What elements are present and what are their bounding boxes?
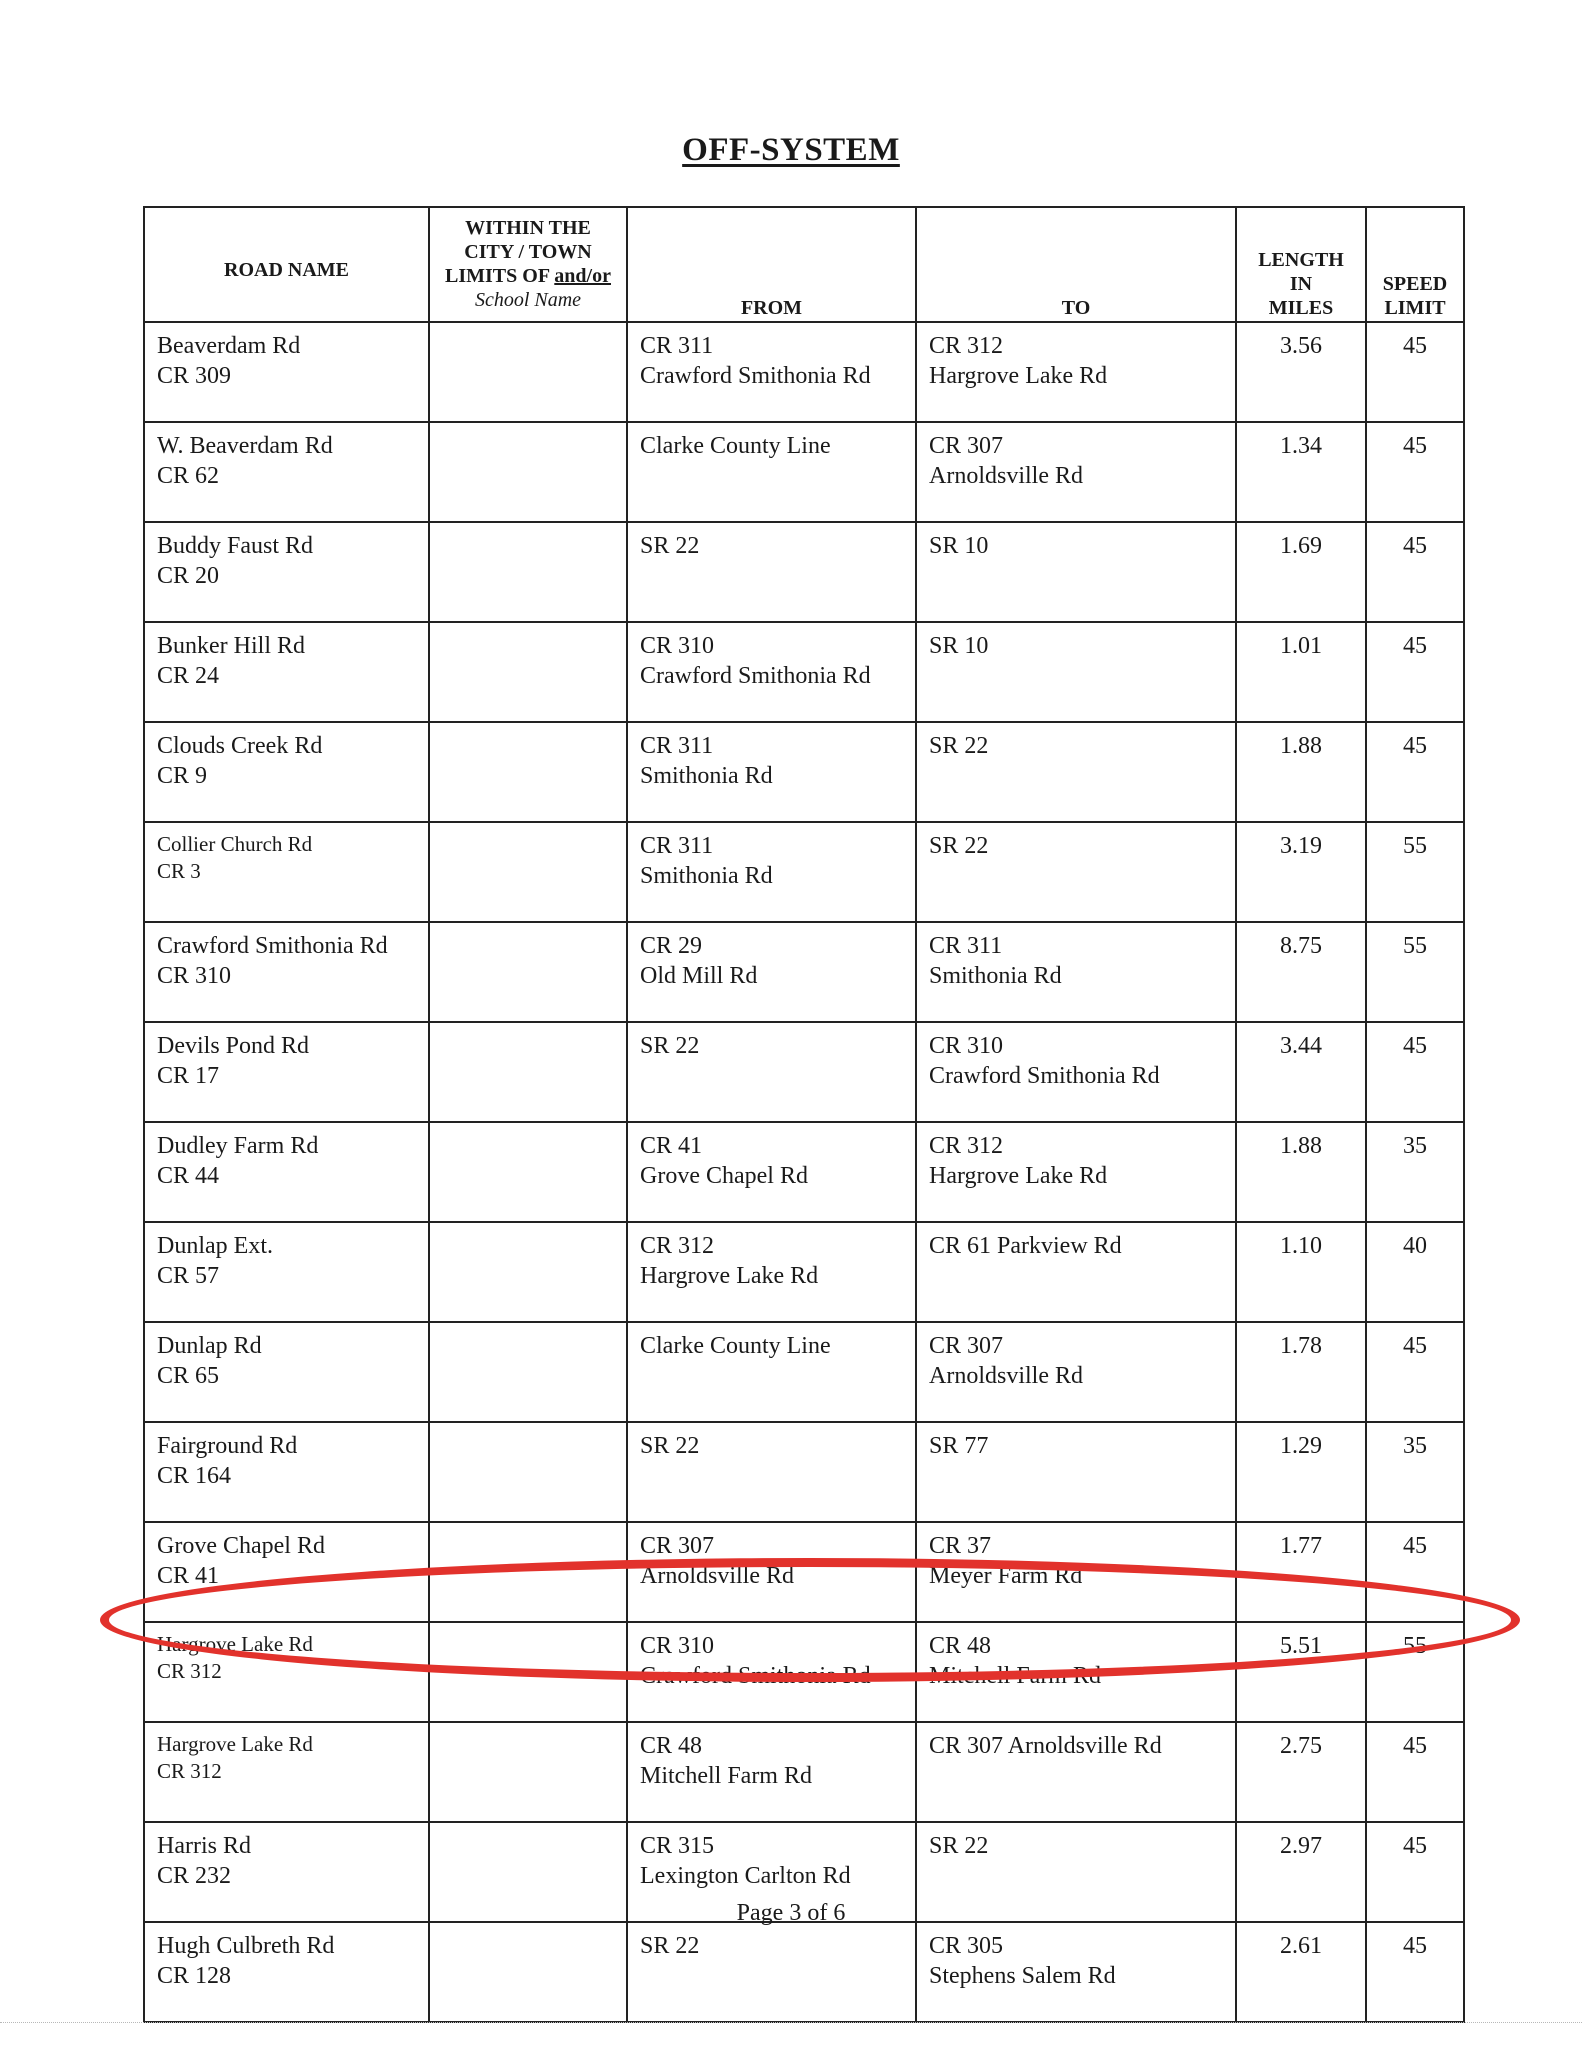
cell-length: 1.88	[1236, 1122, 1366, 1222]
road-number: CR 310	[157, 963, 232, 989]
road-name: Devils Pond Rd	[157, 1033, 310, 1059]
cell-to	[916, 622, 1236, 722]
from-route: Clarke County Line	[640, 1333, 831, 1359]
cell-within	[429, 1722, 627, 1822]
table-row	[144, 322, 1464, 422]
from-name: Mitchell Farm Rd	[640, 1763, 812, 1789]
cell-length: 3.19	[1236, 822, 1366, 922]
to-route: CR 312	[929, 333, 1004, 359]
header-speed-line: LIMIT	[1384, 297, 1446, 319]
from-route: CR 312	[640, 1233, 715, 1259]
to-route: SR 22	[929, 833, 989, 859]
header-within-underlined: and/or	[554, 265, 611, 287]
cell-from	[627, 1722, 916, 1822]
cell-to	[916, 1622, 1236, 1722]
cell-speed: 45	[1366, 322, 1464, 422]
header-length-line: LENGTH	[1258, 249, 1344, 271]
cell-to	[916, 1322, 1236, 1422]
road-name: Hugh Culbreth Rd	[157, 1933, 335, 1959]
cell-length: 2.97	[1236, 1822, 1366, 1922]
road-number: CR 65	[157, 1363, 220, 1389]
to-route: CR 307	[929, 433, 1004, 459]
to-route: SR 22	[929, 1833, 989, 1859]
road-name: Collier Church Rd	[157, 832, 313, 856]
to-name: Mitchell Farm Rd	[929, 1663, 1101, 1689]
cell-within	[429, 1422, 627, 1522]
header-to-label: TO	[1061, 297, 1091, 319]
cell-within	[429, 722, 627, 822]
cell-speed: 40	[1366, 1222, 1464, 1322]
header-length	[1236, 207, 1366, 322]
header-length-line: IN	[1289, 273, 1313, 295]
table-row	[144, 1222, 1464, 1322]
cell-road-name	[144, 422, 429, 522]
cell-speed: 45	[1366, 1322, 1464, 1422]
cell-within	[429, 622, 627, 722]
cell-from	[627, 622, 916, 722]
off-system-roads-table	[143, 206, 1465, 2023]
road-name: Fairground Rd	[157, 1433, 298, 1459]
road-number: CR 309	[157, 363, 232, 389]
cell-within	[429, 1222, 627, 1322]
to-route: SR 22	[929, 733, 989, 759]
header-speed-line: SPEED	[1382, 273, 1448, 295]
cell-speed: 35	[1366, 1422, 1464, 1522]
from-name: Crawford Smithonia Rd	[640, 1663, 871, 1689]
cell-to	[916, 1122, 1236, 1222]
from-name: Grove Chapel Rd	[640, 1163, 808, 1189]
cell-road-name	[144, 622, 429, 722]
cell-speed: 55	[1366, 922, 1464, 1022]
road-number: CR 312	[157, 1759, 222, 1783]
table-row	[144, 822, 1464, 922]
road-number: CR 41	[157, 1563, 220, 1589]
to-route: CR 307 Arnoldsville Rd	[929, 1733, 1162, 1759]
from-route: CR 48	[640, 1733, 703, 1759]
road-number: CR 62	[157, 463, 220, 489]
header-within-line: CITY / TOWN	[464, 241, 592, 263]
table-row	[144, 622, 1464, 722]
cell-road-name	[144, 1322, 429, 1422]
cell-road-name	[144, 1022, 429, 1122]
cell-road-name	[144, 1422, 429, 1522]
from-route: SR 22	[640, 1933, 700, 1959]
cell-to	[916, 322, 1236, 422]
road-number: CR 164	[157, 1463, 232, 1489]
cell-road-name	[144, 522, 429, 622]
cell-speed: 45	[1366, 1022, 1464, 1122]
to-name: Arnoldsville Rd	[929, 463, 1083, 489]
to-name: Crawford Smithonia Rd	[929, 1063, 1160, 1089]
cell-length: 8.75	[1236, 922, 1366, 1022]
road-number: CR 232	[157, 1863, 232, 1889]
cell-to	[916, 1422, 1236, 1522]
cell-from	[627, 522, 916, 622]
from-route: CR 311	[640, 833, 714, 859]
road-name: Dudley Farm Rd	[157, 1133, 319, 1159]
to-name: Stephens Salem Rd	[929, 1963, 1116, 1989]
header-within-line: WITHIN THE	[465, 217, 591, 239]
to-route: SR 10	[929, 533, 989, 559]
cell-to	[916, 1222, 1236, 1322]
cell-length: 1.88	[1236, 722, 1366, 822]
to-route: CR 37	[929, 1533, 992, 1559]
from-route: SR 22	[640, 1033, 700, 1059]
from-route: CR 311	[640, 333, 714, 359]
cell-road-name	[144, 322, 429, 422]
cell-road-name	[144, 1722, 429, 1822]
to-route: CR 61 Parkview Rd	[929, 1233, 1122, 1259]
from-route: SR 22	[640, 1433, 700, 1459]
to-route: SR 77	[929, 1433, 989, 1459]
table-row	[144, 1322, 1464, 1422]
road-number: CR 128	[157, 1963, 232, 1989]
road-name: Buddy Faust Rd	[157, 533, 314, 559]
header-road-name	[144, 207, 429, 322]
cell-length: 2.61	[1236, 1922, 1366, 2022]
cell-to	[916, 722, 1236, 822]
from-name: Smithonia Rd	[640, 863, 773, 889]
cell-length: 1.01	[1236, 622, 1366, 722]
road-name: Harris Rd	[157, 1833, 251, 1859]
cell-from	[627, 922, 916, 1022]
cell-road-name	[144, 1122, 429, 1222]
road-number: CR 44	[157, 1163, 220, 1189]
cell-to	[916, 922, 1236, 1022]
from-route: CR 41	[640, 1133, 703, 1159]
cell-within	[429, 922, 627, 1022]
cell-road-name	[144, 1922, 429, 2022]
from-route: SR 22	[640, 533, 700, 559]
road-number: CR 17	[157, 1063, 220, 1089]
header-from-label: FROM	[740, 297, 803, 319]
cell-from	[627, 1322, 916, 1422]
road-name: W. Beaverdam Rd	[157, 433, 333, 459]
cell-length: 1.69	[1236, 522, 1366, 622]
cell-to	[916, 1722, 1236, 1822]
cell-to	[916, 422, 1236, 522]
to-route: CR 312	[929, 1133, 1004, 1159]
to-route: CR 305	[929, 1933, 1004, 1959]
from-name: Hargrove Lake Rd	[640, 1263, 819, 1289]
cell-road-name	[144, 1522, 429, 1622]
table-row	[144, 1422, 1464, 1522]
cell-from	[627, 1922, 916, 2022]
road-name: Hargrove Lake Rd	[157, 1632, 313, 1656]
from-name: Crawford Smithonia Rd	[640, 363, 871, 389]
to-name: Smithonia Rd	[929, 963, 1062, 989]
road-number: CR 3	[157, 859, 201, 883]
header-within-line	[430, 264, 626, 288]
cell-to	[916, 1522, 1236, 1622]
table-row	[144, 422, 1464, 522]
cell-to	[916, 1022, 1236, 1122]
cell-speed: 45	[1366, 1822, 1464, 1922]
cell-speed: 45	[1366, 522, 1464, 622]
header-to	[916, 207, 1236, 322]
from-name: Old Mill Rd	[640, 963, 758, 989]
cell-to	[916, 1922, 1236, 2022]
to-name: Meyer Farm Rd	[929, 1563, 1083, 1589]
cell-within	[429, 422, 627, 522]
cell-within	[429, 1022, 627, 1122]
cell-from	[627, 1422, 916, 1522]
cell-from	[627, 422, 916, 522]
cell-from	[627, 822, 916, 922]
header-road-name-label: ROAD NAME	[224, 259, 349, 281]
cell-within	[429, 1122, 627, 1222]
from-route: CR 311	[640, 733, 714, 759]
cell-speed: 45	[1366, 1722, 1464, 1822]
from-route: CR 29	[640, 933, 703, 959]
road-name: Clouds Creek Rd	[157, 733, 323, 759]
road-name: Crawford Smithonia Rd	[157, 933, 388, 959]
cell-within	[429, 822, 627, 922]
header-within-prefix: LIMITS OF	[445, 265, 555, 287]
header-within-school: School Name	[474, 289, 582, 311]
page-number: Page 3 of 6	[736, 1900, 846, 1926]
cell-within	[429, 1922, 627, 2022]
cell-road-name	[144, 1222, 429, 1322]
cell-to	[916, 822, 1236, 922]
cell-length: 3.56	[1236, 322, 1366, 422]
road-name: Dunlap Ext.	[157, 1233, 273, 1259]
from-name: Smithonia Rd	[640, 763, 773, 789]
page-title: OFF-SYSTEM	[682, 132, 900, 168]
cell-road-name	[144, 822, 429, 922]
cell-from	[627, 1522, 916, 1622]
table-row	[144, 722, 1464, 822]
table-row	[144, 922, 1464, 1022]
cell-length: 2.75	[1236, 1722, 1366, 1822]
cell-speed: 35	[1366, 1122, 1464, 1222]
road-name: Hargrove Lake Rd	[157, 1732, 313, 1756]
table-row	[144, 1622, 1464, 1722]
cell-speed: 45	[1366, 1922, 1464, 2022]
cell-from	[627, 1122, 916, 1222]
cell-from	[627, 1622, 916, 1722]
cell-from	[627, 1022, 916, 1122]
cell-length: 1.10	[1236, 1222, 1366, 1322]
cell-speed: 55	[1366, 1622, 1464, 1722]
road-name: Grove Chapel Rd	[157, 1533, 325, 1559]
to-name: Hargrove Lake Rd	[929, 363, 1108, 389]
cell-length: 1.34	[1236, 422, 1366, 522]
table-row	[144, 1022, 1464, 1122]
to-route: CR 311	[929, 933, 1003, 959]
cell-within	[429, 1522, 627, 1622]
to-route: CR 310	[929, 1033, 1004, 1059]
road-number: CR 57	[157, 1263, 220, 1289]
header-length-line: MILES	[1268, 297, 1334, 319]
cell-road-name	[144, 1622, 429, 1722]
to-name: Arnoldsville Rd	[929, 1363, 1083, 1389]
table-header-row	[144, 207, 1464, 322]
table-row	[144, 1522, 1464, 1622]
header-speed-limit	[1366, 207, 1464, 322]
cell-speed: 45	[1366, 422, 1464, 522]
road-name: Beaverdam Rd	[157, 333, 301, 359]
from-route: CR 315	[640, 1833, 715, 1859]
to-route: CR 48	[929, 1633, 992, 1659]
cell-within	[429, 1622, 627, 1722]
from-route: Clarke County Line	[640, 433, 831, 459]
road-number: CR 24	[157, 663, 220, 689]
table-row	[144, 1922, 1464, 2022]
table-row	[144, 522, 1464, 622]
cell-speed: 45	[1366, 622, 1464, 722]
cell-length: 1.78	[1236, 1322, 1366, 1422]
road-name: Dunlap Rd	[157, 1333, 262, 1359]
from-name: Crawford Smithonia Rd	[640, 663, 871, 689]
cell-from	[627, 722, 916, 822]
from-route: CR 307	[640, 1533, 715, 1559]
road-number: CR 20	[157, 563, 220, 589]
to-route: SR 10	[929, 633, 989, 659]
cell-within	[429, 522, 627, 622]
road-name: Bunker Hill Rd	[157, 633, 305, 659]
cell-road-name	[144, 722, 429, 822]
cell-road-name	[144, 922, 429, 1022]
cell-length: 1.29	[1236, 1422, 1366, 1522]
road-number: CR 9	[157, 763, 208, 789]
cell-length: 3.44	[1236, 1022, 1366, 1122]
from-route: CR 310	[640, 633, 715, 659]
cell-to	[916, 522, 1236, 622]
cell-speed: 45	[1366, 1522, 1464, 1622]
from-name: Lexington Carlton Rd	[640, 1863, 851, 1889]
header-within-limits	[429, 207, 627, 322]
table-row-highlighted	[144, 1722, 1464, 1822]
cell-from	[627, 1222, 916, 1322]
cell-within	[429, 1322, 627, 1422]
to-route: CR 307	[929, 1333, 1004, 1359]
cell-length: 1.77	[1236, 1522, 1366, 1622]
cell-speed: 45	[1366, 722, 1464, 822]
cell-from	[627, 322, 916, 422]
road-number: CR 312	[157, 1659, 222, 1683]
from-name: Arnoldsville Rd	[640, 1563, 794, 1589]
table-row	[144, 1122, 1464, 1222]
cell-speed: 55	[1366, 822, 1464, 922]
to-name: Hargrove Lake Rd	[929, 1163, 1108, 1189]
cell-within	[429, 322, 627, 422]
header-from	[627, 207, 916, 322]
cell-length: 5.51	[1236, 1622, 1366, 1722]
scan-edge-line	[0, 2022, 1582, 2023]
from-route: CR 310	[640, 1633, 715, 1659]
